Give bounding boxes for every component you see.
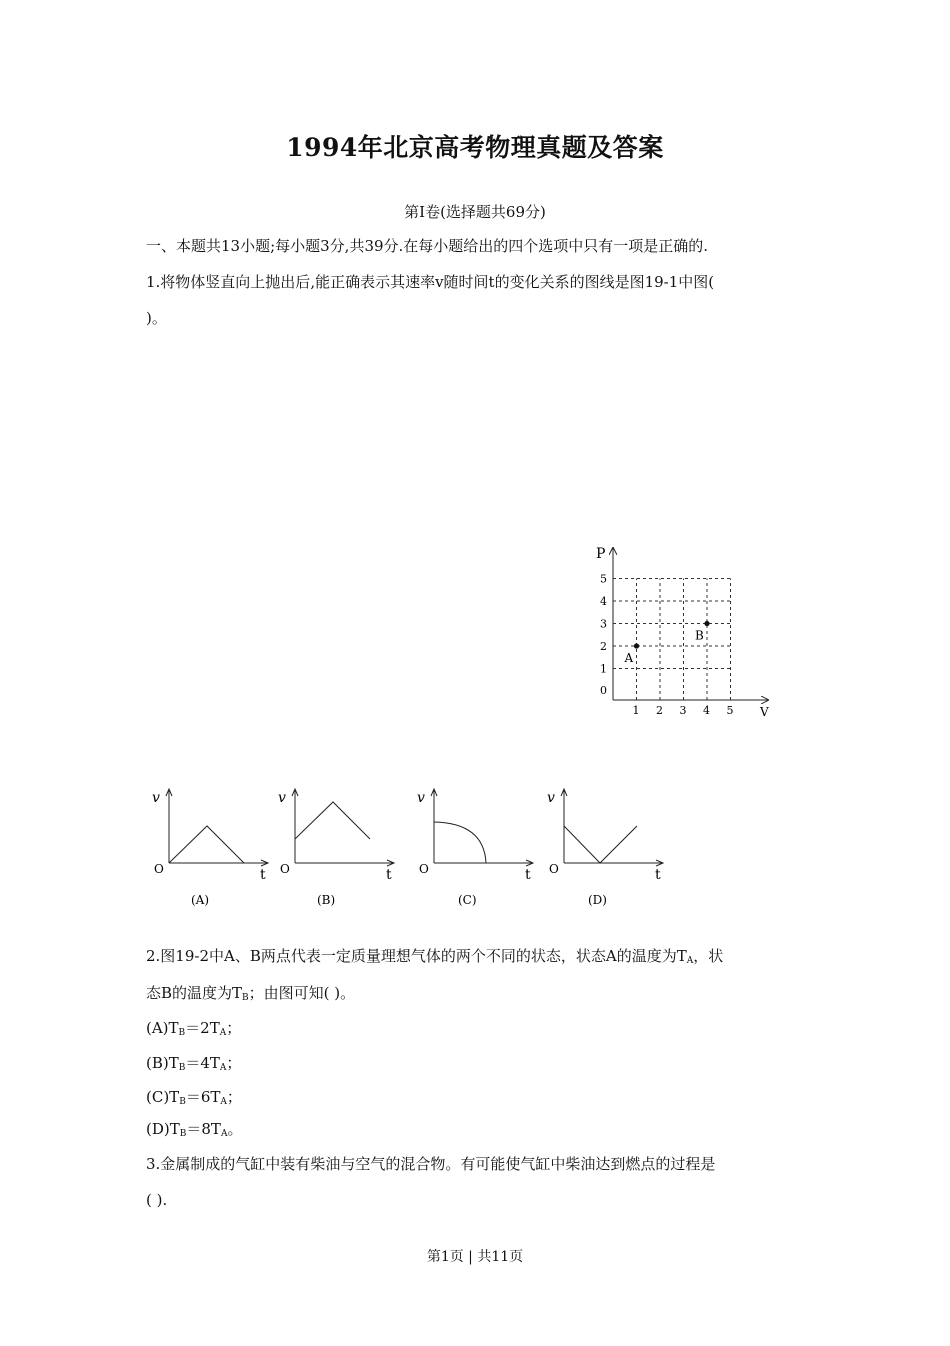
- option-b: $(B)T_B=4T_A$；: [146, 1054, 242, 1073]
- vt-origin-label: O: [154, 862, 164, 876]
- question-2-line-2: 态B的温度为$T_B$；由图可知( )。: [146, 984, 356, 1003]
- pv-x-tick-label: 2: [656, 704, 663, 717]
- vt-caption: (D): [588, 893, 607, 907]
- pv-grid: [613, 579, 731, 701]
- vt-x-label: t: [655, 867, 661, 883]
- vt-y-label: v: [547, 790, 555, 806]
- instructions: 一、本题共13小题;每小题3分,共39分.在每小题给出的四个选项中只有一项是正确的.: [146, 237, 709, 255]
- pv-x-tick-labels: [633, 704, 734, 717]
- vt-x-label: t: [386, 867, 392, 883]
- vt-graph-d: [547, 789, 663, 907]
- vt-y-label: v: [278, 790, 286, 806]
- pv-y-tick-label: 5: [600, 572, 607, 586]
- vt-y-label: v: [152, 790, 160, 806]
- option-c: $(C)T_B=6T_A$；: [146, 1088, 242, 1107]
- document-title: 1994年北京高考物理真题及答案: [286, 133, 664, 162]
- pv-x-tick-label: 3: [679, 704, 687, 717]
- vt-x-label: t: [525, 867, 531, 883]
- question-3-line-2: ( ).: [146, 1191, 168, 1209]
- vt-graph-a: [152, 789, 268, 907]
- pv-y-axis-label: P: [596, 546, 606, 562]
- vt-caption: (B): [317, 893, 336, 907]
- question-1-line-2: )。: [146, 309, 167, 327]
- pv-x-tick-label: 1: [632, 704, 640, 717]
- pv-y-tick-label: 4: [600, 595, 607, 608]
- pv-x-axis-label: V: [760, 705, 769, 719]
- pv-y-tick-label: 1: [600, 662, 607, 676]
- pv-y-tick-label: 3: [600, 617, 607, 631]
- section-heading: 第Ⅰ卷(选择题共69分): [404, 203, 546, 221]
- vt-y-label: v: [417, 790, 425, 806]
- page-footer: 第1页 | 共11页: [426, 1249, 524, 1265]
- vt-origin-label: O: [419, 862, 429, 876]
- vt-caption: (C): [458, 893, 477, 907]
- question-2-line-1: 2.图19-2中A、B两点代表一定质量理想气体的两个不同的状态，状态A的温度为$T_A$，状: [146, 947, 724, 966]
- question-3-line-1: 3.金属制成的气缸中装有柴油与空气的混合物。有可能使气缸中柴油达到燃点的过程是: [146, 1155, 716, 1173]
- vt-caption: (A): [191, 893, 210, 907]
- pv-graph: [590, 540, 780, 720]
- option-a: $(A)T_B=2T_A$；: [146, 1019, 242, 1038]
- vt-graphs: [140, 780, 680, 915]
- pv-point-b: [704, 621, 709, 626]
- vt-x-label: t: [260, 867, 266, 883]
- pv-x-tick-label: 5: [726, 704, 734, 717]
- pv-y-tick-label: 0: [600, 684, 607, 697]
- vt-curve: [434, 822, 486, 863]
- vt-origin-label: O: [549, 862, 559, 876]
- vt-curve: [169, 826, 244, 863]
- vt-origin-label: O: [280, 862, 290, 876]
- option-d: $(D)T_B=8T_A$。: [146, 1120, 243, 1139]
- vt-graph-b: [278, 789, 394, 907]
- pv-y-tick-label: 2: [600, 640, 607, 653]
- pv-point-label: A: [624, 651, 634, 665]
- pv-point-label: B: [695, 628, 704, 643]
- pv-x-tick-label: 4: [703, 704, 710, 717]
- pv-y-tick-labels: [600, 573, 607, 698]
- vt-graph-c: [417, 789, 533, 907]
- vt-curve: [295, 802, 370, 839]
- vt-curve: [564, 826, 637, 863]
- pv-point-a: [634, 643, 639, 648]
- question-1-line-1: 1.将物体竖直向上抛出后,能正确表示其速率v随时间t的变化关系的图线是图19-1中图(: [146, 273, 715, 291]
